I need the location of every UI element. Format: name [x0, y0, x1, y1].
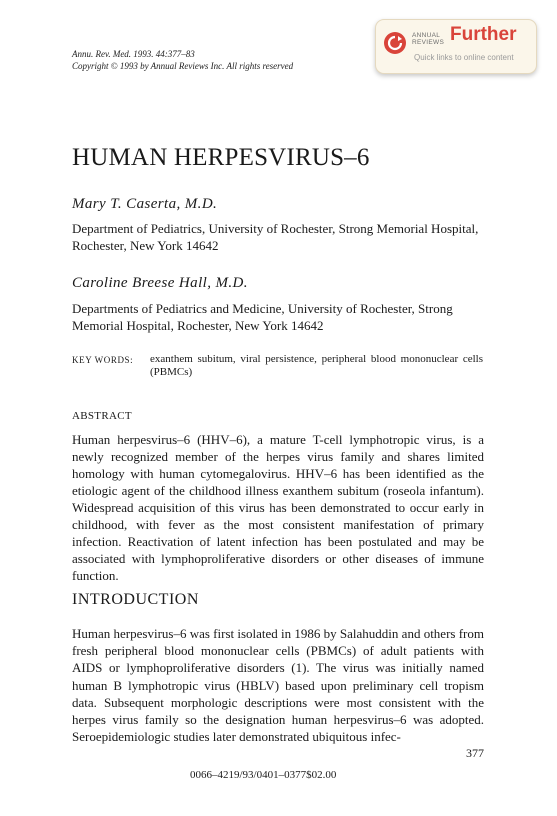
introduction-heading: INTRODUCTION — [72, 591, 199, 608]
journal-citation: Annu. Rev. Med. 1993. 44:377–83 — [72, 49, 195, 59]
author-affiliation: Department of Pediatrics, University of Rochester, Strong Memorial Hospital, Rochester, New York 14642 — [72, 221, 479, 253]
footer-code: 0066–4219/93/0401–0377$02.00 — [190, 769, 337, 781]
further-label: Further — [450, 24, 517, 45]
keywords-text: exanthem subitum, viral persistence, peripheral blood mononuclear cells (PBMCs) — [150, 353, 483, 378]
keywords-label: KEY WORDS: — [72, 355, 134, 365]
abstract-heading: ABSTRACT — [72, 410, 132, 422]
copyright-line: Copyright © 1993 by Annual Reviews Inc. All rights reserved — [72, 61, 294, 71]
further-subtitle: Quick links to online content — [414, 53, 514, 62]
author-name: Caroline Breese Hall, M.D. — [72, 275, 248, 291]
author-affiliation: Departments of Pediatrics and Medicine, University of Rochester, Strong Memorial Hospital, Rochester, New York 14642 — [72, 301, 453, 333]
author-name: Mary T. Caserta, M.D. — [72, 196, 218, 212]
abstract-text: Human herpesvirus–6 (HHV–6), a mature T-cell lymphotropic virus, is a newly recognized member of the herpes virus family and shares limited homology with human cytomegalovirus. HHV–6 has been identified as the etiologic agent of the childhood illness exanthem subitum (roseola infantum). Widespread acquisition of this virus has been demonstrated to occur early in childhood, with fever as the most consistent manifestation of primary infection. Reactivation of latent infection has been postulated and may be associated with lymphoproliferative disorders or other diseases of immune function. — [72, 432, 484, 583]
article-title: HUMAN HERPESVIRUS–6 — [72, 144, 370, 171]
page-number: 377 — [466, 746, 484, 760]
further-links-button[interactable] — [375, 19, 537, 74]
introduction-text: Human herpesvirus–6 was first isolated in 1986 by Salahuddin and others from fresh peripheral blood mononuclear cells (PBMCs) of adult patients with AIDS or lymphoproliferative disorders (1). The virus was initially named human B lymphotropic virus (HBLV) based upon preliminary cell tropism data. Subsequent morphologic descriptions were most consistent with the herpes virus family so the designation human herpesvirus–6 was adopted. Seroepidemiologic studies later demonstrated ubiquitous infec- — [72, 626, 484, 745]
annual-reviews-logo-icon — [384, 32, 406, 54]
journal-citation-block — [72, 48, 293, 72]
annual-reviews-wordmark: ANNUAL REVIEWS — [412, 32, 445, 46]
